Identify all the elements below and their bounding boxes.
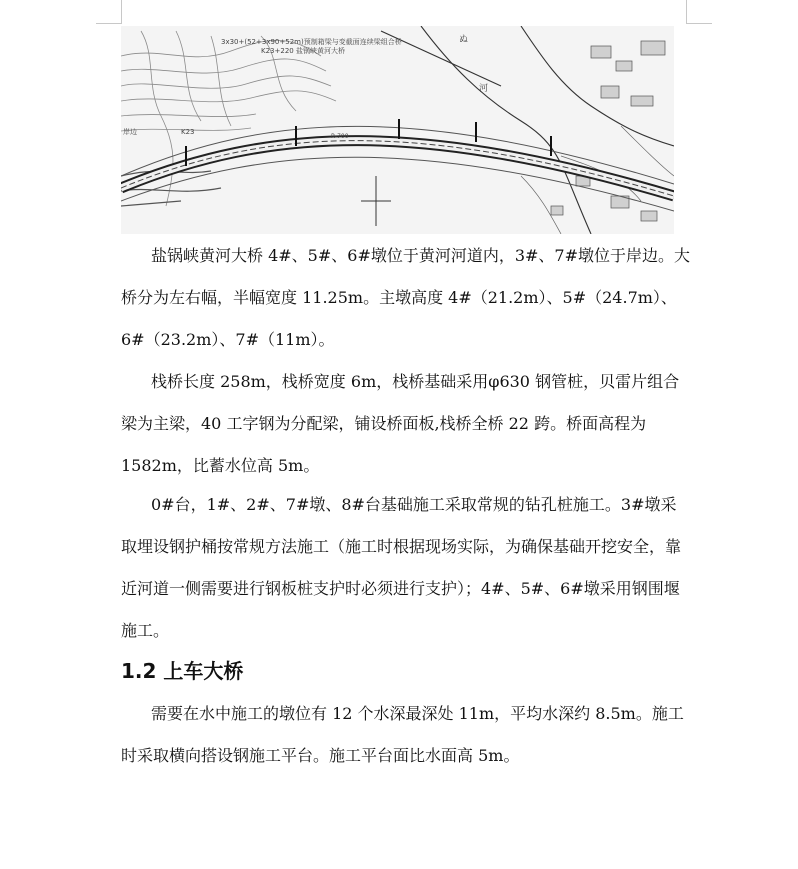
map-label-chainage: K23: [181, 128, 195, 136]
margin-mark-right-vertical: [686, 0, 687, 24]
paragraph-water-construction: 需要在水中施工的墩位有 12 个水深最深处 11m，平均水深约 8.5m。施工时采取横向搭设钢施工平台。施工平台面比水面高 5m。: [121, 704, 684, 765]
bridge-site-map: [121, 26, 674, 234]
map-caption-line2: K23+220 盐锅峡黄河大桥: [261, 47, 345, 55]
margin-mark-right-horizontal: [686, 23, 712, 24]
paragraph-foundation: 0#台，1#、2#、7#墩、8#台基础施工采取常规的钻孔桩施工。3#墩采取埋设钢护桶按常规方法施工（施工时根据现场实际，为确保基础开挖安全，靠近河道一侧需要进行钢板桩支护时必须进行支护）；4#、5#、6#墩采用钢围堰施工。: [121, 495, 682, 640]
margin-mark-left-vertical: [121, 0, 122, 24]
map-label-bank: 岸边: [123, 128, 137, 136]
map-label-river: 河: [479, 84, 489, 94]
paragraph-trestle: 栈桥长度 258m，栈桥宽度 6m，栈桥基础采用φ630 钢管桩，贝雷片组合梁为主梁，40 工字钢为分配梁，铺设桥面板,栈桥全桥 22 跨。桥面高程为 1582m，比蓄水位高 5m。: [121, 372, 680, 475]
map-label-river-char: ぬ: [459, 35, 469, 45]
map-label-radius: R-700: [331, 133, 349, 140]
map-caption-line1: 3x30+(52+3x90+52m)预制箱梁与变截面连续梁组合桥: [221, 38, 402, 46]
paragraph-bridge-piers: 盐锅峡黄河大桥 4#、5#、6#墩位于黄河河道内，3#、7#墩位于岸边。大桥分为左右幅，半幅宽度 11.25m。主墩高度 4#（21.2m）、5#（24.7m）、6#（23.2m）、7#（11m）。: [121, 246, 691, 349]
margin-mark-left-horizontal: [96, 23, 121, 24]
section-heading: 1.2 上车大桥: [121, 659, 244, 683]
